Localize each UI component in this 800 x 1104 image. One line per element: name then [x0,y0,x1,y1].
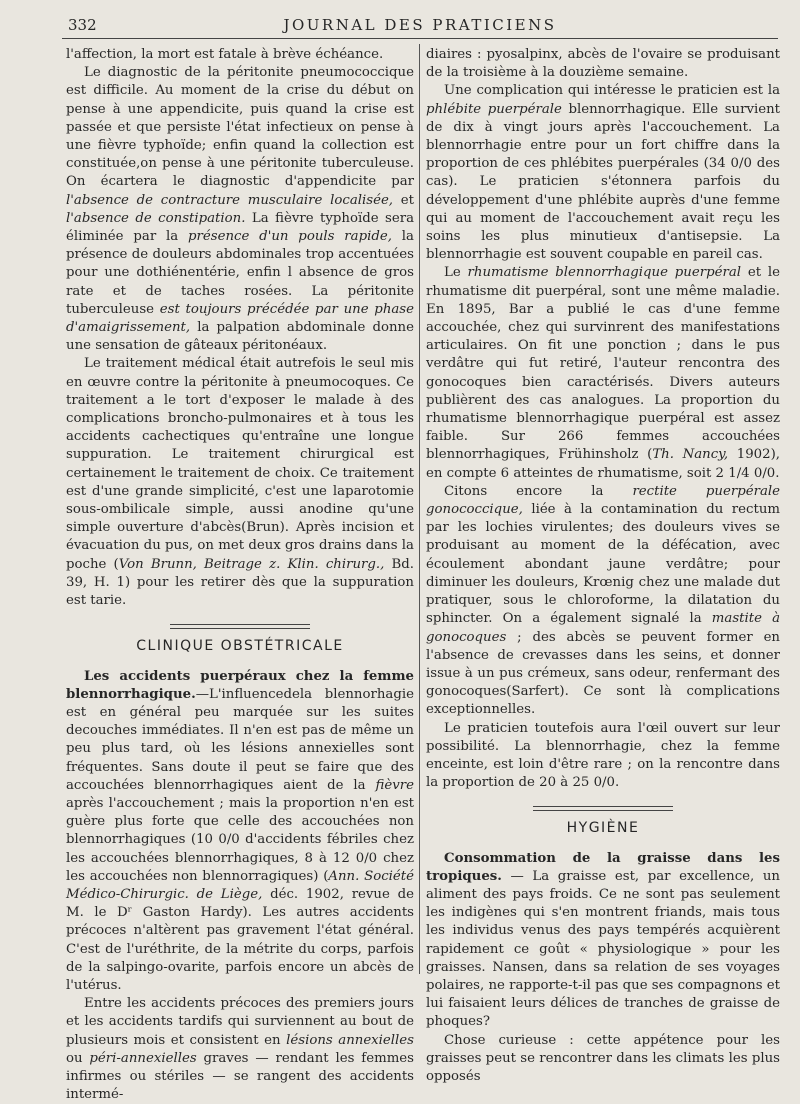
paragraph: Chose curieuse : cette appétence pour les graisses peut se rencontrer dans les climats les plus opposés [426,1032,780,1084]
paragraph: Citons encore la rectite puerpérale gonococcique, liée à la contamination du rectum par les lochies virulentes; des douleurs vives se produisant au moment de la défécation, avec écoulement abondant jaune verdâtre; pour diminuer les douleurs, Krœnig chez une malade dut pratiquer, sous le chloroforme, la dilatation du sphincter. On a également signalé la mastite à gonocoques ; des abcès se peuvent former en l'absence de crevasses dans les seins, et donner issue à un pus crémeux, sans odeur, renfermant des gonocoques(Sarfert). Ce sont là complications exceptionnelles. [426,483,780,718]
section-title: HYGIÈNE [566,820,640,837]
paragraph: Le rhumatisme blennorrhagique puerpéral et le rhumatisme dit puerpéral, sont une même maladie. En 1895, Bar a publié le cas d'une femme accouchée, chez qui survinrent des manifestations articulaires. On fit une ponction ; dans le pus verdâtre qui fut retiré, l'auteur rencontra des gonocoques bien caractérisés. Divers auteurs publièrent des cas analogues. La proportion du rhumatisme blennorrhagique puerpéral est assez faible. Sur 266 femmes accouchées blennorrhagiques, Frühinsholz (Th. Nancy, 1902), en compte 6 atteintes de rhumatisme, soit 2 1/4 0/0. [426,265,780,481]
paragraph: Consommation de la graisse dans les tropiques. — La graisse est, par excellence, un aliment des pays froids. Ce ne sont pas seulement les indigènes qui s'en montrent friands, mais tous les individus venus des pays tempérés acquièrent rapidement ce goût « physiologique » pour les graisses. Nansen, dans sa relation de ses voyages polaires, ne rapporte-t-il pas que ses compagnons et lui faisaient leurs délices de tranches de graisse de phoques? [426,850,780,1030]
left-column [66,46,414,1104]
article-lead: Consommation de la graisse dans les tropiques. [426,850,780,884]
paragraph: diaires : pyosalpinx, abcès de l'ovaire se produisant de la troisième à la douzième semaine. [426,47,780,81]
paragraph: Les accidents puerpéraux chez la femme blennorrhagique.—L'influencedela blennorhagie est en général peu marquée sur les suites decouches immédiates. Il n'en est pas de même un peu plus tard, où les lésions annexielles sont fréquentes. Sans doute il peut se faire que des accouchées blennorrhagiques aient de la fièvre après l'accouchement ; mais la proportion n'en est guère plus forte que celle des accouchées non blennorrhagiques (10 0/0 d'accidents fébriles chez les accouchées blennorrhagiques, 8 à 12 0/0 chez les accouchées non blennorragiques) (Ann. Société Médico-Chirurgic. de Liège, déc. 1902, revue de M. le Dʳ Gaston Hardy). Les autres accidents précoces n'altèrent pas gravement l'état général. C'est de l'uréthrite, de la métrite du corps, parfois de la salpingo-ovarite, parfois encore un abcès de l'utérus. [66,668,414,993]
section-title: CLINIQUE OBSTÉTRICALE [136,638,344,655]
paragraph: Entre les accidents précoces des premiers jours et les accidents tardifs qui surviennent au bout de plusieurs mois et consistent en lésions annexielles ou péri-annexielles graves — rendant les femmes infirmes ou stériles — se rangent des accidents intermé- [66,996,415,1103]
page-header [62,14,778,39]
paragraph: Une complication qui intéresse le praticien est la phlébite puerpérale blennorrhagique. Elle survient de dix à vingt jours après l'accouchement. La blennorrhagie entre pour un fort chiffre dans la proportion de ces phlébites puerpérales (34 0/0 des cas). Le praticien s'étonnera parfois du développement d'une phlébite auprès d'une femme qui au moment de l'accouchement avait reçu les soins les plus minutieux d'antisepsie. La blennorrhagie est souvent coupable en pareil cas. [426,83,780,263]
journal-title: JOURNAL DES PRATICIENS [283,16,557,34]
section-rule [170,624,310,629]
section-rule [533,806,673,811]
column-divider [419,44,420,974]
paragraph: Le diagnostic de la péritonite pneumococcique est difficile. Au moment de la crise du début on pense à une appendicite, puis quand la crise est passée et que persiste l'état infectieux on pense à une fièvre typhoïde; enfin quand la collection est constituée,on pense à une péritonite tuberculeuse. On écartera le diagnostic d'appendicite par l'absence de contracture musculaire localisée, et l'absence de constipation. La fièvre typhoïde sera éliminée par la présence d'un pouls rapide, la présence de douleurs abdominales trop accentuées pour une dothiénentérie, enfin l absence de gros rate et de taches rosées. La péritonite tuberculeuse est toujours précédée par une phase d'amaigrissement, la palpation abdominale donne une sensation de gâteaux péritonéaux. [66,65,414,354]
article-lead: Les accidents puerpéraux chez la femme blennorrhagique. [66,668,414,702]
right-column [426,46,780,1086]
paragraph: Le praticien toutefois aura l'œil ouvert sur leur possibilité. La blennorrhagie, chez la femme enceinte, est loin d'être rare ; on la rencontre dans la proportion de 20 à 25 0/0. [426,720,780,791]
paragraph: Le traitement médical était autrefois le seul mis en œuvre contre la péritonite à pneumocoques. Ce traitement a le tort d'exposer le malade à des complications broncho-pulmonaires et à tous les accidents cachectiques qu'entraîne une longue suppuration. Le traitement chirurgical est certainement le traitement de choix. Ce traitement est d'une grande simplicité, c'est une laparotomie sous-ombilicale simple, aussi anodine qu'une simple ouverture d'abcès(Brun). Après incision et évacuation du pus, on met deux gros drains dans la poche (Von Brunn, Beitrage z. Klin. chirurg., Bd. 39, H. 1) pour les retirer dès que la suppuration est tarie. [66,356,415,609]
paragraph: l'affection, la mort est fatale à brève échéance. [66,47,384,62]
page-number: 332 [68,16,97,34]
